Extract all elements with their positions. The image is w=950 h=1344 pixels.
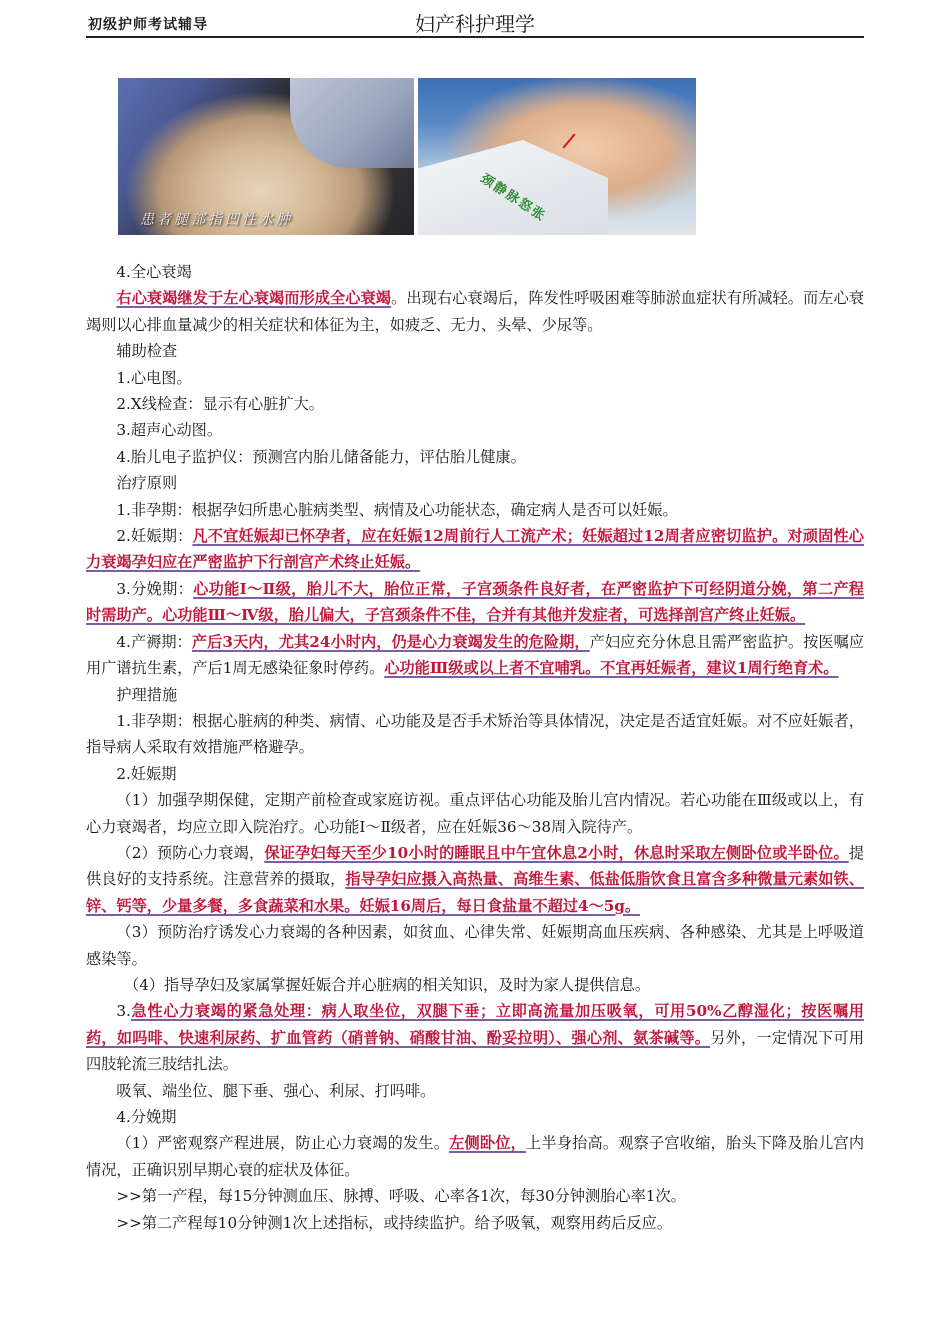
- summary-line: 吸氧、端坐位、腿下垂、强心、利尿、打吗啡。: [116, 1081, 436, 1100]
- item-label: 3.分娩期：: [116, 579, 194, 598]
- photo-sleeve: [290, 78, 414, 168]
- list-item: 4.分娩期: [116, 1108, 177, 1126]
- section-heading: 护理措施: [116, 685, 178, 704]
- illustration-photos: [118, 78, 696, 235]
- list-item: 1.非孕期：根据孕妇所患心脏病类型、病情及心功能状态，确定病人是否可以妊娠。: [116, 500, 678, 519]
- sub-item: （4）指导孕妇及家属掌握妊娠合并心脏病的相关知识，及时为家人提供信息。: [124, 975, 651, 994]
- edema-leg-photo: [118, 78, 414, 235]
- highlight-text: 产后3天内，尤其24小时内，仍是心力衰竭发生的危险期，: [191, 632, 590, 651]
- list-item: 1.非孕期：根据心脏病的种类、病情、心功能及是否手术矫治等具体情况，决定是否适宜妊娠。对不应妊娠者，指导病人采取有效措施严格避孕。: [86, 711, 864, 757]
- bullet-line: >>第一产程，每15分钟测血压、脉搏、呼吸、心率各1次，每30分钟测胎心率1次。: [116, 1187, 686, 1206]
- item-label: 4.产褥期：: [116, 632, 192, 651]
- highlight-text: 保证孕妇每天至少10小时的睡眠且中午宜休息2小时，休息时采取左侧卧位或半卧位。: [264, 843, 849, 862]
- sub-item: [86, 840, 864, 919]
- edema-photo-caption: 患者腿部指凹性水肿: [140, 212, 293, 228]
- list-item: [86, 576, 864, 629]
- paragraph: [86, 285, 864, 338]
- list-item: 2.X线检查：显示有心脏扩大。: [116, 395, 324, 414]
- header-title: 妇产科护理学: [415, 12, 535, 36]
- paragraph-text: 上半身抬高。观察子宫收缩，胎头下降及胎儿宫内情况，正确识别早期心衰的症状及体征。: [86, 1134, 865, 1179]
- sub-item: [86, 1130, 864, 1183]
- list-item: 1.心电图。: [116, 368, 192, 387]
- item-label: 2.妊娠期：: [116, 527, 193, 546]
- paragraph-text: 产妇应充分休息且需严密监护。按医嘱应用广谱抗生素，产后1周无感染征象时停药。: [86, 632, 865, 678]
- bullet-line: >>第二产程每10分钟测1次上述指标，或持续监护。给予吸氧，观察用药后反应。: [116, 1213, 673, 1232]
- page-header: [86, 8, 864, 38]
- paragraph-text: 。出现右心衰竭后，阵发性呼吸困难等肺淤血症状有所减轻。而左心衰竭则以心排血量减少的相关症状和体征为主，如疲乏、无力、头晕、少尿等。: [86, 289, 865, 334]
- paragraph-text: （1）严密观察产程进展，防止心力衰竭的发生。: [116, 1134, 450, 1153]
- section-heading: 4.全心衰竭: [116, 263, 192, 281]
- list-item: [86, 998, 864, 1077]
- list-item: [86, 629, 864, 682]
- section-heading: 治疗原则: [116, 474, 178, 493]
- header-course-label: 初级护师考试辅导: [88, 17, 208, 33]
- highlight-text: 急性心力衰竭的紧急处理：病人取坐位，双腿下垂；立即高流量加压吸氧，可用50%乙醇湿化；按医嘱用药，如吗啡、快速利尿药、扩血管药（硝普钠、硝酸甘油、酚妥拉明）、强心剂、氨茶碱等。: [86, 1002, 864, 1047]
- highlight-text: 指导孕妇应摄入高热量、高维生素、低盐低脂饮食且富含多种微量元素如铁、锌、钙等，少量多餐，多食蔬菜和水果。妊娠16周后，每日食盐量不超过4～5g。: [86, 870, 865, 915]
- paragraph-text: 提供良好的支持系统。注意营养的摄取，: [86, 843, 864, 889]
- list-item: [86, 523, 864, 576]
- arrow-icon: [562, 133, 575, 148]
- list-item: 4.胎儿电子监护仪：预测宫内胎儿储备能力，评估胎儿健康。: [116, 447, 526, 466]
- highlight-text: 右心衰竭继发于左心衰竭而形成全心衰竭: [116, 289, 392, 308]
- jugular-photo-caption: 颈静脉怒张: [477, 171, 549, 225]
- highlight-text: 心功能Ⅰ～Ⅱ级，胎儿不大，胎位正常，子宫颈条件良好者，在严密监护下可经阴道分娩，第二产程时需助产。心功能Ⅲ～Ⅳ级，胎儿偏大，子宫颈条件不佳，合并有其他并发症者，可选择剖宫产终止妊娠。: [86, 579, 864, 625]
- item-label: 3.: [116, 1002, 131, 1021]
- section-heading: 辅助检查: [116, 342, 178, 361]
- item-label: （2）预防心力衰竭，: [116, 843, 265, 862]
- highlight-text: 心功能Ⅲ级或以上者不宜哺乳。不宜再妊娠者，建议1周行绝育术。: [384, 659, 839, 678]
- paragraph-text: 另外，一定情况下可用四肢轮流三肢结扎法。: [86, 1028, 865, 1074]
- list-item: 3.超声心动图。: [116, 421, 223, 440]
- list-item: 2.妊娠期: [116, 764, 177, 783]
- jugular-vein-photo: [418, 78, 696, 235]
- sub-item: （1）加强孕期保健，定期产前检查或家庭访视。重点评估心功能及胎儿宫内情况。若心功能在Ⅲ级或以上，有心力衰竭者，均应立即入院治疗。心功能Ⅰ～Ⅱ级者，应在妊娠36～38周入院待产。: [86, 791, 864, 836]
- sub-item: （3）预防治疗诱发心力衰竭的各种因素，如贫血、心律失常、妊娠期高血压疾病、各种感染、尤其是上呼吸道感染等。: [86, 923, 864, 968]
- highlight-text: 凡不宜妊娠却已怀孕者，应在妊娠12周前行人工流产术；妊娠超过12周者应密切监护。对顽固性心力衰竭孕妇应在严密监护下行剖宫产术终止妊娠。: [86, 527, 864, 572]
- highlight-text: 左侧卧位，: [449, 1134, 526, 1153]
- document-body: [86, 259, 864, 1236]
